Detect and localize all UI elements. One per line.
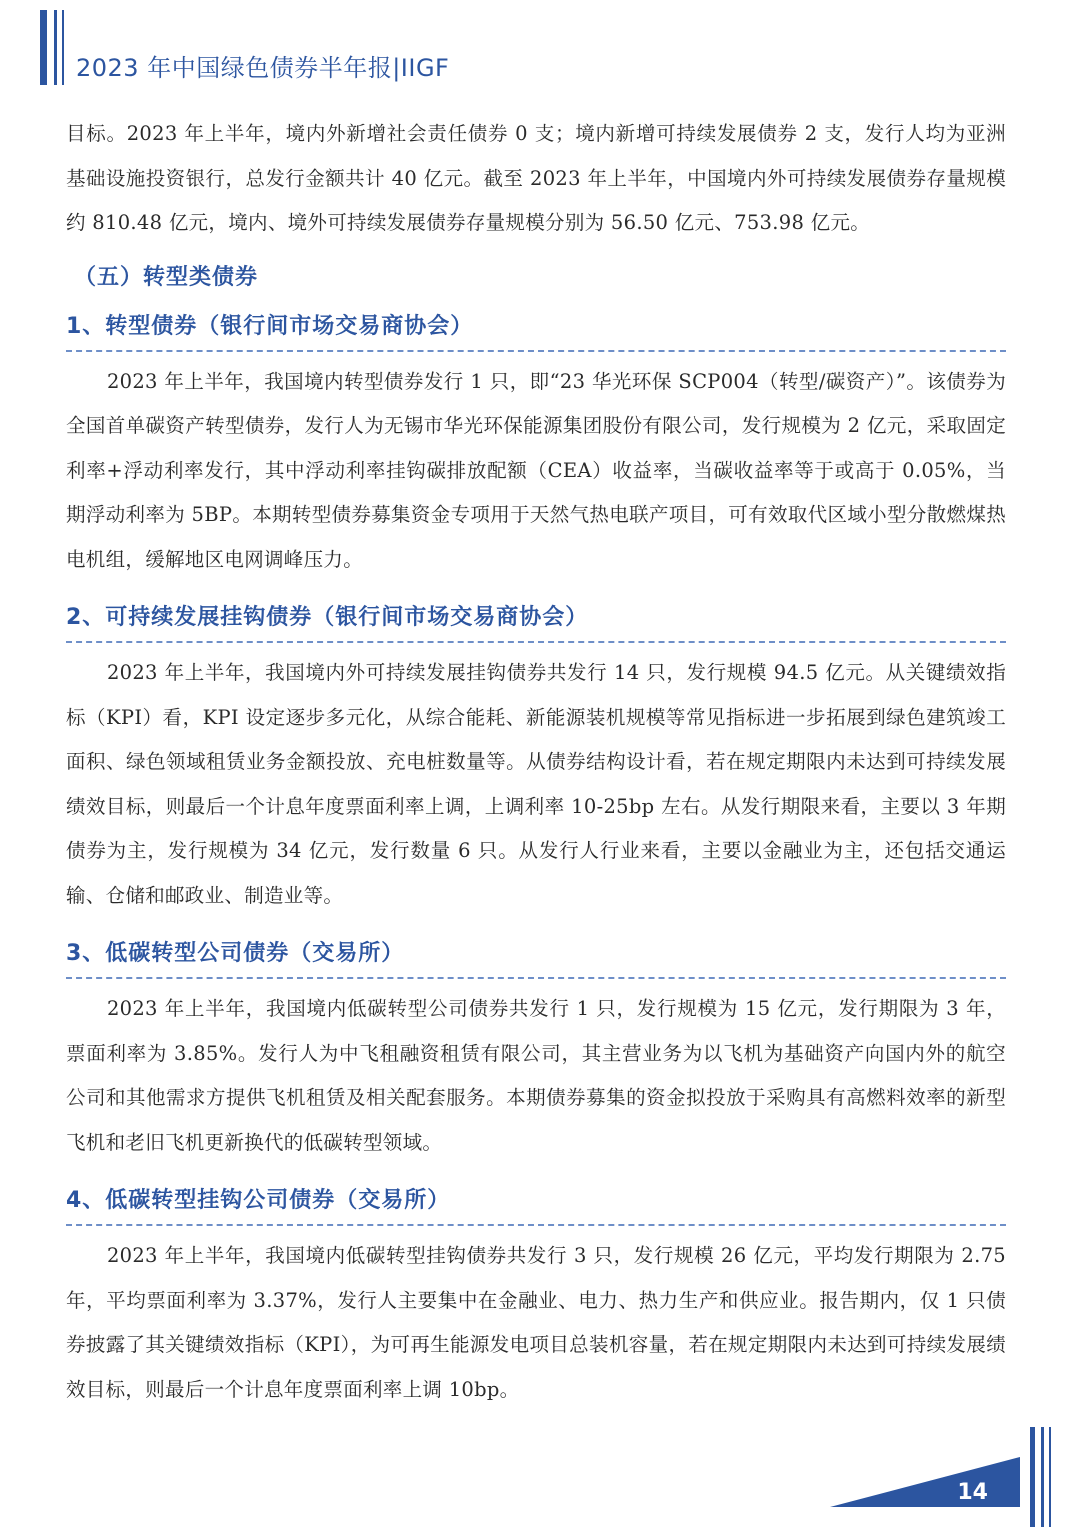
header-decoration-bars: [40, 10, 80, 85]
footer-triangle: [820, 1427, 1080, 1527]
subsection-body: 2023 年上半年，我国境内外可持续发展挂钩债券共发行 14 只，发行规模 94.5 亿元。从关键绩效指标（KPI）看，KPI 设定逐步多元化，从综合能耗、新能源装机规模等常见指标进一步拓展到绿色建筑竣工面积、绿色领域租赁业务金额投放、充电桩数量等。从债券结构设计看，若在规定期限内未达到可持续发展绩效目标，则最后一个计息年度票面利率上调，上调利率 10-25bp 左右。从发行期限来看，主要以 3 年期债券为主，发行规模为 34 亿元，发行数量 6 只。从发行人行业来看，主要以金融业为主，还包括交通运输、仓储和邮政业、制造业等。: [66, 661, 1006, 907]
subsection-4: [66, 1183, 1006, 1412]
subsection-heading: 4、低碳转型挂钩公司债券（交易所）: [66, 1183, 1006, 1226]
page-number: 14: [957, 1480, 988, 1505]
header-title: 2023 年中国绿色债券半年报|IIGF: [76, 54, 450, 82]
subsection-heading: 1、转型债券（银行间市场交易商协会）: [66, 309, 1006, 352]
subsection-heading: 2、可持续发展挂钩债券（银行间市场交易商协会）: [66, 600, 1006, 643]
subsection-body: 2023 年上半年，我国境内低碳转型公司债券共发行 1 只，发行规模为 15 亿元，发行期限为 3 年，票面利率为 3.85%。发行人为中飞租融资租赁有限公司，其主营业务为以飞机为基础资产向国内外的航空公司和其他需求方提供飞机租赁及相关配套服务。本期债券募集的资金拟投放于采购具有高燃料效率的新型飞机和老旧飞机更新换代的低碳转型领域。: [66, 997, 1006, 1154]
page-content: [66, 112, 1006, 1412]
subsection-1: [66, 309, 1006, 583]
subsection-2: [66, 600, 1006, 918]
intro-paragraph: 目标。2023 年上半年，境内外新增社会责任债券 0 支；境内新增可持续发展债券 2 支，发行人均为亚洲基础设施投资银行，总发行金额共计 40 亿元。截至 2023 年上半年，中国境内外可持续发展债券存量规模约 810.48 亿元，境内、境外可持续发展债券存量规模分别为 56.50 亿元、753.98 亿元。: [66, 122, 1006, 234]
subsection-heading: 3、低碳转型公司债券（交易所）: [66, 936, 1006, 979]
subsection-body: 2023 年上半年，我国境内转型债券发行 1 只，即“23 华光环保 SCP004（转型/碳资产）”。该债券为全国首单碳资产转型债券，发行人为无锡市华光环保能源集团股份有限公司，发行规模为 2 亿元，采取固定利率+浮动利率发行，其中浮动利率挂钩碳排放配额（CEA）收益率，当碳收益率等于或高于 0.05%，当期浮动利率为 5BP。本期转型债券募集资金专项用于天然气热电联产项目，可有效取代区域小型分散燃煤热电机组，缓解地区电网调峰压力。: [66, 369, 1006, 571]
subsection-body: 2023 年上半年，我国境内低碳转型挂钩债券共发行 3 只，发行规模 26 亿元，平均发行期限为 2.75 年，平均票面利率为 3.37%，发行人主要集中在金融业、电力、热力生产和供应业。报告期内，仅 1 只债券披露了其关键绩效指标（KPI），为可再生能源发电项目总装机容量，若在规定期限内未达到可持续发展绩效目标，则最后一个计息年度票面利率上调 10bp。: [66, 1244, 1006, 1401]
subsection-3: [66, 936, 1006, 1165]
footer-decoration: [820, 1427, 1080, 1527]
section-heading: （五）转型类债券: [74, 264, 259, 290]
